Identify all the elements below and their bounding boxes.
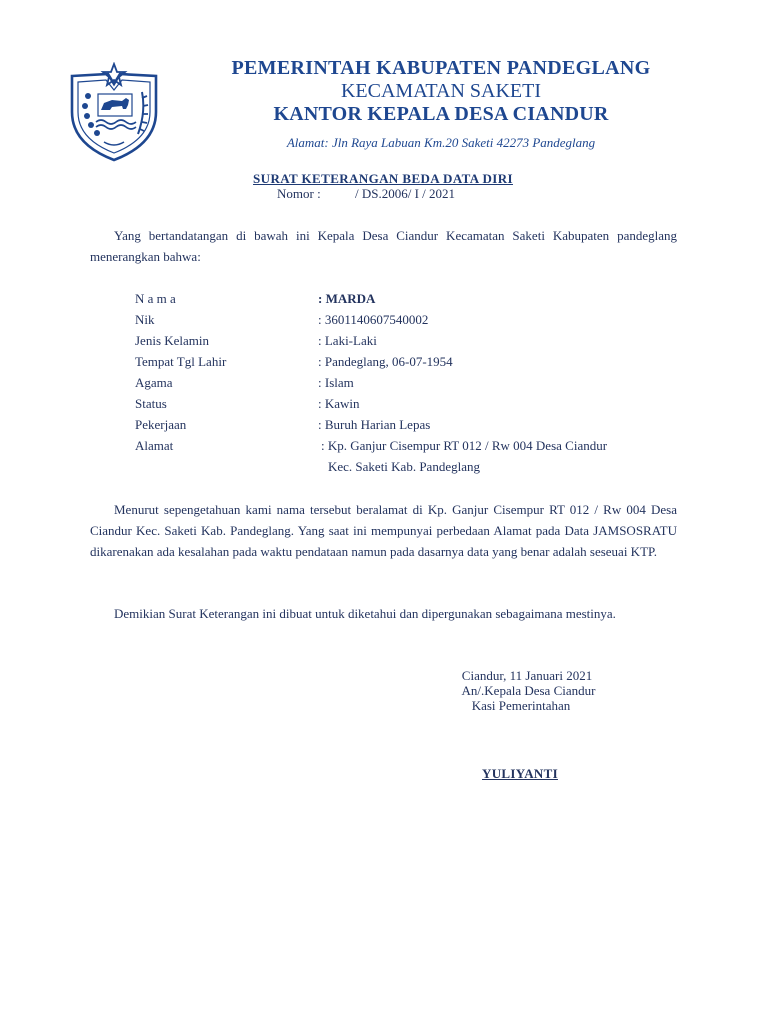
field-value: : Kp. Ganjur Cisempur RT 012 / Rw 004 Desa Ciandur: [321, 438, 608, 453]
field-row-address-continued: [135, 456, 668, 477]
signatory-name: YULIYANTI: [482, 766, 558, 781]
letter-title: SURAT KETERANGAN BEDA DATA DIRI: [253, 171, 513, 186]
regency-crest-icon: [68, 62, 160, 162]
field-row-name: [135, 288, 668, 309]
letterhead-office: KANTOR KEPALA DESA CIANDUR: [273, 103, 609, 125]
closing-text: Demikian Surat Keterangan ini dibuat untuk diketahui dan dipergunakan sebagaimana mestinya.: [114, 606, 616, 621]
field-value: : Laki-Laki: [318, 333, 377, 348]
identity-fields: [135, 288, 668, 477]
field-label: N a m a: [135, 291, 176, 306]
body-text: Menurut sepengetahuan kami nama tersebut beralamat di Kp. Ganjur Cisempur RT 012 / Rw 004 Desa Ciandur Kec. Saketi Kab. Pandeglang. Yang saat ini mempunyai perbedaan Alamat pada Data JAMSOSRATU dikarenakan ada kesalahan pada waktu pendataan namun pada dasarnya data yang benar adalah seseuai KTP.: [90, 502, 677, 559]
field-label: Status: [135, 396, 167, 411]
field-label: Nik: [135, 312, 155, 327]
letter-number-label: Nomor :: [277, 186, 321, 201]
letterhead-regency: PEMERINTAH KABUPATEN PANDEGLANG: [231, 57, 651, 79]
field-label: Agama: [135, 375, 173, 390]
field-value-continued: Kec. Saketi Kab. Pandeglang: [328, 459, 480, 474]
letter-number-value: / DS.2006/ I / 2021: [355, 186, 456, 201]
field-label: Tempat Tgl Lahir: [135, 354, 227, 369]
closing-paragraph: [90, 603, 677, 624]
signature-position: Kasi Pemerintahan: [471, 698, 571, 713]
signature-place-date: Ciandur, 11 Januari 2021: [461, 668, 593, 683]
field-label: Pekerjaan: [135, 417, 187, 432]
field-label: Alamat: [135, 438, 174, 453]
field-row-gender: [135, 330, 668, 351]
letterhead: [180, 56, 702, 151]
field-row-status: [135, 393, 668, 414]
field-value: : 3601140607540002: [318, 312, 429, 327]
body-paragraph: [90, 499, 677, 562]
signature-block: [400, 668, 640, 713]
signature-on-behalf: An/.Kepala Desa Ciandur: [461, 683, 596, 698]
field-row-nik: [135, 309, 668, 330]
field-value: : Kawin: [318, 396, 360, 411]
letter-number: [277, 186, 455, 202]
letterhead-address: Alamat: Jln Raya Labuan Km.20 Saketi 42273 Pandeglang: [286, 135, 596, 150]
field-value: : Buruh Harian Lepas: [318, 417, 431, 432]
field-row-religion: [135, 372, 668, 393]
field-value: : Pandeglang, 06-07-1954: [318, 354, 453, 369]
intro-paragraph: [90, 225, 677, 267]
field-row-birth: [135, 351, 668, 372]
field-row-occupation: [135, 414, 668, 435]
field-value: : Islam: [318, 375, 354, 390]
field-row-address: [135, 435, 668, 456]
letterhead-district: KECAMATAN SAKETI: [340, 80, 542, 102]
field-value: : MARDA: [318, 291, 376, 306]
intro-text: Yang bertandatangan di bawah ini Kepala Desa Ciandur Kecamatan Saketi Kabupaten pandeglang menerangkan bahwa:: [90, 228, 677, 264]
field-label: Jenis Kelamin: [135, 333, 210, 348]
